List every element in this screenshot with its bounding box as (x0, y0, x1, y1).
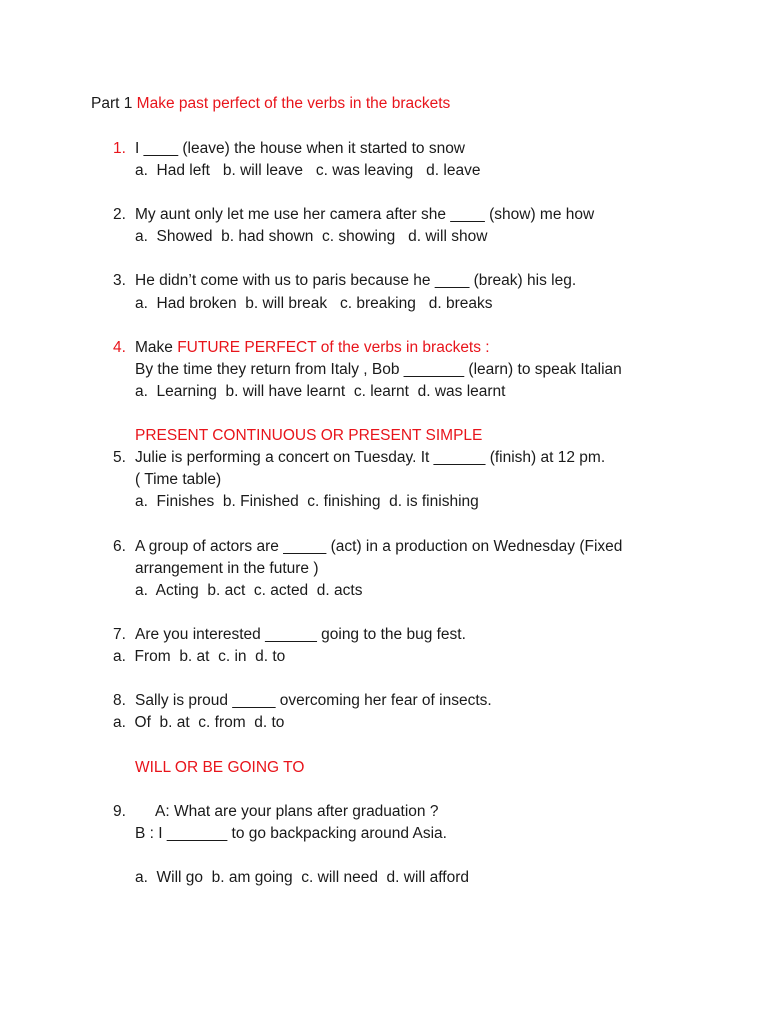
question-4-options: a. Learning b. will have learnt c. learnt d. was learnt (135, 383, 506, 400)
question-5-number: 5. (113, 449, 126, 466)
question-7-options: a. From b. at c. in d. to (113, 648, 286, 665)
question-1-number: 1. (113, 140, 126, 157)
question-9-text-line2: B : I _______ to go backpacking around Asia. (135, 825, 447, 842)
question-4-text: By the time they return from Italy , Bob _______ (learn) to speak Italian (135, 361, 622, 378)
question-9-text: A: What are your plans after graduation ? (155, 803, 439, 820)
question-3-options: a. Had broken b. will break c. breaking d. breaks (135, 295, 493, 312)
question-4-instruction: FUTURE PERFECT of the verbs in brackets : (177, 339, 490, 356)
section-heading-will: WILL OR BE GOING TO (135, 759, 305, 776)
part-heading (91, 94, 450, 114)
question-6-number: 6. (113, 538, 126, 555)
part-label: Part 1 (91, 95, 133, 112)
question-1-text: I ____ (leave) the house when it started to snow (135, 140, 466, 157)
question-4-heading (135, 338, 490, 358)
question-9-number: 9. (113, 803, 126, 820)
question-3-number: 3. (113, 272, 126, 289)
section-heading-present: PRESENT CONTINUOUS OR PRESENT SIMPLE (135, 427, 483, 444)
question-4-prefix: Make (135, 339, 173, 356)
question-7-number: 7. (113, 626, 126, 643)
question-8-number: 8. (113, 692, 126, 709)
question-7-text: Are you interested ______ going to the bug fest. (135, 626, 466, 643)
question-6-text: A group of actors are _____ (act) in a production on Wednesday (Fixed (135, 538, 623, 555)
question-3-text: He didn’t come with us to paris because he ____ (break) his leg. (135, 272, 577, 289)
question-5-text-line2: ( Time table) (135, 471, 222, 488)
question-6-text-line2: arrangement in the future ) (135, 560, 319, 577)
question-2-number: 2. (113, 206, 126, 223)
question-1-options: a. Had left b. will leave c. was leaving d. leave (135, 162, 481, 179)
part-instruction: Make past perfect of the verbs in the brackets (136, 95, 451, 112)
question-5-options: a. Finishes b. Finished c. finishing d. is finishing (135, 493, 479, 510)
question-8-options: a. Of b. at c. from d. to (113, 714, 285, 731)
question-6-options: a. Acting b. act c. acted d. acts (135, 582, 363, 599)
question-9-options: a. Will go b. am going c. will need d. will afford (135, 869, 469, 886)
question-8-text: Sally is proud _____ overcoming her fear of insects. (135, 692, 492, 709)
question-2-options: a. Showed b. had shown c. showing d. will show (135, 228, 488, 245)
question-2-text: My aunt only let me use her camera after she ____ (show) me how (135, 206, 595, 223)
question-5-text: Julie is performing a concert on Tuesday. It ______ (finish) at 12 pm. (135, 449, 606, 466)
question-4-number: 4. (113, 339, 126, 356)
